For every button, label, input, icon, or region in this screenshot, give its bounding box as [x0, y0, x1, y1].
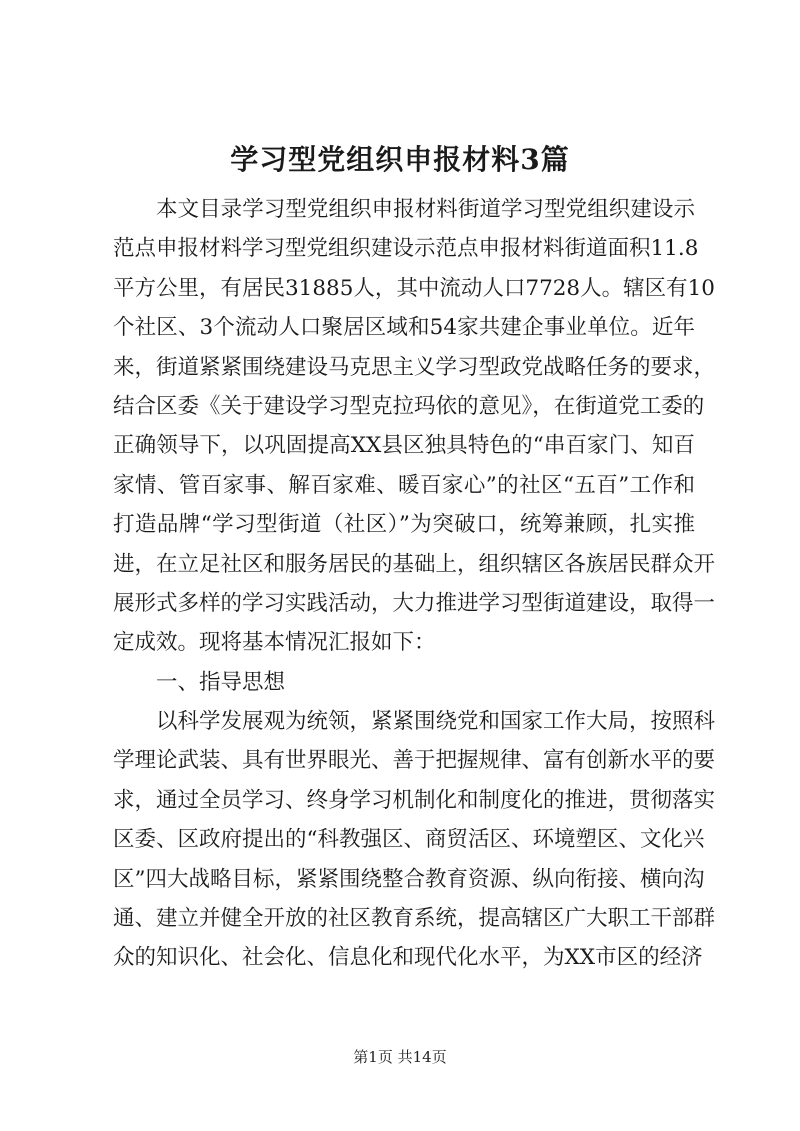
page-number-footer: 第1页 共14页 [353, 1048, 447, 1066]
body-line: 家情、管百家事、解百家难、暖百家心”的社区“五百”工作和 [113, 472, 695, 498]
body-line: 学理论武装、具有世界眼光、善于把握规律、富有创新水平的要 [113, 748, 716, 774]
body-line: 定成效。现将基本情况汇报如下： [113, 630, 436, 656]
body-line: 进，在立足社区和服务居民的基础上，组织辖区各族居民群众开 [113, 551, 716, 577]
body-line: 平方公里，有居民31885人，其中流动人口7728人。辖区有10 [113, 275, 715, 301]
body-line: 展形式多样的学习实践活动，大力推进学习型街道建设，取得一 [113, 590, 716, 616]
body-line: 区”四大战略目标，紧紧围绕整合教育资源、纵向衔接、横向沟 [113, 866, 705, 892]
body-line: 个社区、3个流动人口聚居区域和54家共建企事业单位。近年 [113, 315, 695, 341]
body-line: 来，街道紧紧围绕建设马克思主义学习型政党战略任务的要求， [113, 354, 716, 380]
body-line: 打造品牌“学习型街道（社区）”为突破口，统筹兼顾，扎实推 [113, 512, 695, 538]
body-line: 通、建立并健全开放的社区教育系统，提高辖区广大职工干部群 [113, 906, 716, 932]
section-heading: 一、指导思想 [156, 669, 286, 695]
body-line: 本文目录学习型党组织申报材料街道学习型党组织建设示 [156, 197, 695, 222]
document-body [113, 190, 716, 978]
document-title: 学习型党组织申报材料3篇 [230, 143, 570, 176]
body-line: 正确领导下，以巩固提高XX县区独具特色的“串百家门、知百 [113, 433, 695, 459]
body-line: 范点申报材料学习型党组织建设示范点申报材料街道面积11.8 [113, 236, 699, 262]
body-line: 结合区委《关于建设学习型克拉玛依的意见》，在街道党工委的 [113, 393, 705, 419]
body-line: 众的知识化、社会化、信息化和现代化水平，为XX市区的经济 [113, 945, 703, 971]
body-line: 以科学发展观为统领，紧紧围绕党和国家工作大局，按照科 [156, 709, 716, 735]
body-line: 求，通过全员学习、终身学习机制化和制度化的推进，贯彻落实 [113, 787, 716, 813]
body-line: 区委、区政府提出的“科教强区、商贸活区、环境塑区、文化兴 [113, 827, 705, 853]
